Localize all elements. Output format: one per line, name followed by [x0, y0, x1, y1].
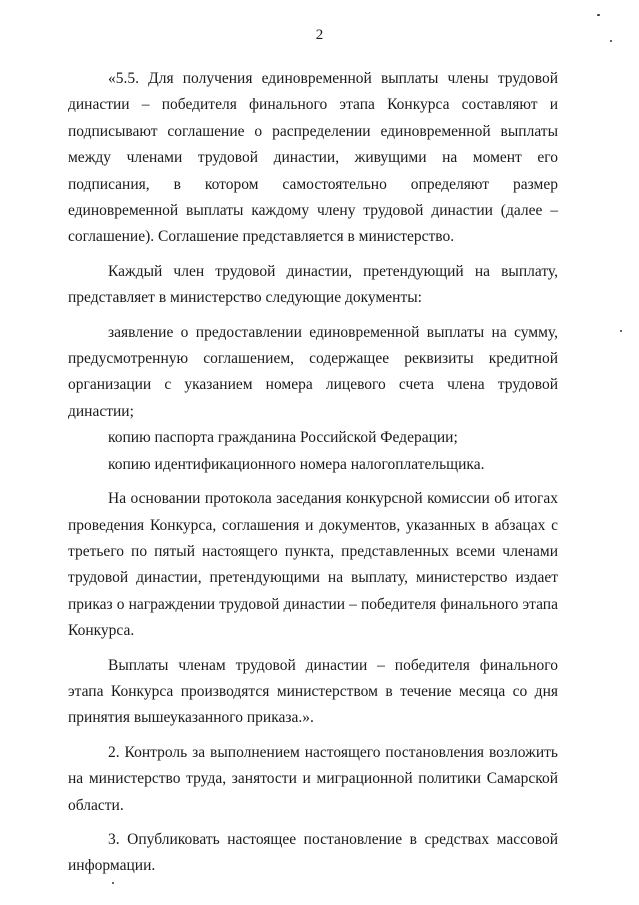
document-body [68, 66, 558, 880]
paragraph-control: 2. Контроль за выполнением настоящего постановления возложить на министерство труда, занятости и миграционной политики Самарской области. [68, 743, 558, 814]
paragraph-documents-intro: Каждый член трудовой династии, претендующий на выплату, представляет в министерство следующие документы: [68, 262, 558, 307]
paragraph-5-5: «5.5. Для получения единовременной выплаты члены трудовой династии – победителя финального этапа Конкурса составляют и подписывают соглашение о распределении единовременной выплаты между членами трудовой династии, живущими на момент его подписания, в котором самостоятельно определяют размер единовременной выплаты каждому члену трудовой династии (далее – соглашение). Соглашение представляется в министерство. [68, 70, 558, 246]
paragraph-application: заявление о предоставлении единовременной выплаты на сумму, предусмотренную соглашением, содержащее реквизиты кредитной организации с указанием номера лицевого счета члена трудовой династии; [68, 323, 558, 420]
scan-speck [610, 40, 612, 42]
paragraph-passport-copy: копию паспорта гражданина Российской Федерации; [108, 429, 458, 447]
paragraph-payments: Выплаты членам трудовой династии – победителя финального этапа Конкурса производятся министерством в течение месяца со дня принятия вышеуказанного приказа.». [68, 656, 558, 727]
paragraph-inn-copy: копию идентификационного номера налогоплательщика. [108, 455, 485, 473]
scan-speck [620, 330, 622, 332]
page-number: 2 [315, 27, 324, 43]
paragraph-publish: 3. Опубликовать настоящее постановление в средствах массовой информации. [68, 830, 558, 875]
paragraph-order: На основании протокола заседания конкурсной комиссии об итогах проведения Конкурса, соглашения и документов, указанных в абзацах с третьего по пятый настоящего пункта, представленных всеми членами трудовой династии, претендующими на выплату, министерство издает приказ о награждении трудовой династии – победителя финального этапа Конкурса. [68, 490, 558, 640]
scan-speck [597, 14, 600, 16]
scan-speck [112, 882, 114, 884]
